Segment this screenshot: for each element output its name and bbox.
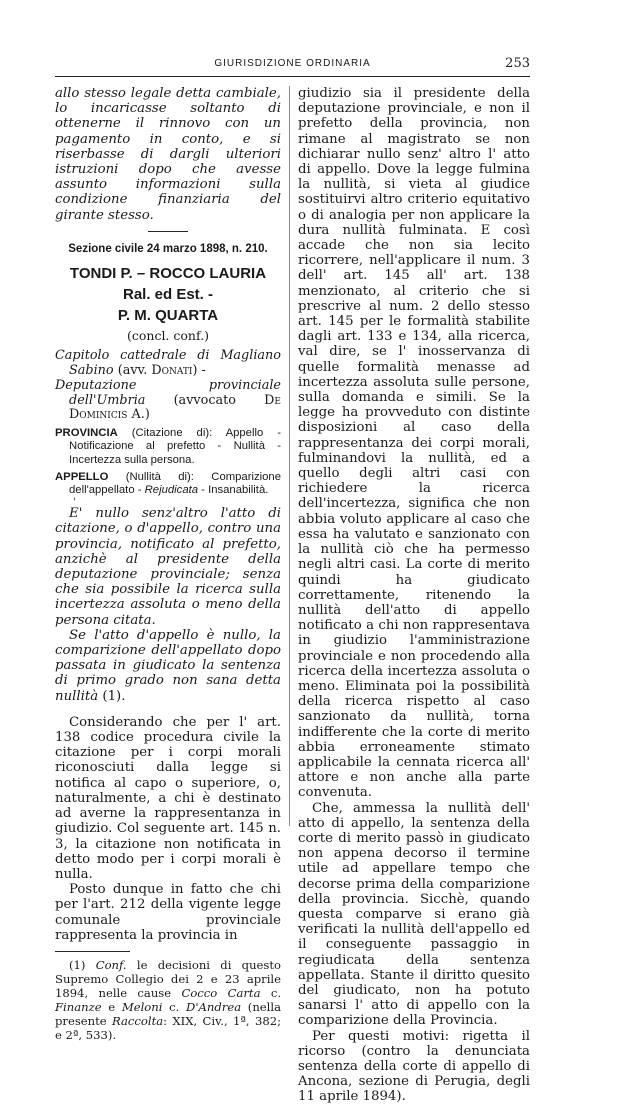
print-mark: '	[73, 497, 76, 509]
fn-case-1: Cocco Carta	[181, 985, 261, 1000]
party-2-text: (avvocato	[145, 392, 265, 408]
right-paragraph-1: giudizio sia il presidente della deputazione provinciale, e non il prefetto della provincia, non rimane al magistrato se non dichiarar nullo senz' altro l' atto di appello. Dove la legge fulmina la nullità, si vieta al giudice sostituirvi altro criterio equitativo o di analogia per non applicare la dura nullità fulminata. E così accade che non sia lecito ricorrere, nell'applicare il num. 3 dell' art. 145 all' art. 138 menzionato, al criterio che si prescrive al num. 2 dello stesso art. 145 per le formalità stabilite dagli art. 133 e 134, alla ricerca, val dire, se l' inosservanza di quelle formalità menasse ad incertezza assoluta sulle persone, sulla domanda e simili. Se la legge ha provveduto con distinte disposizioni al caso della rappresentanza dei corpi morali, fulminandovi la nullità, ed a quello degli altri casi con richiedere la ricerca dell'incertezza, significa che non abbia voluto applicare al caso che essa ha valutato e sanzionato con la nullità ciò che ha permesso negli altri casi. La corte di merito quindi ha giudicato correttamente, ritenendo la nullità dell'atto di appello notificato a chi non rappresentava in giudizio l'amministrazione provinciale e non procedendo alla ricerca della incertezza assoluta o meno. Eliminata poi la possibilità della ricerca rispetto al caso sanzionato da nullità, torna indifferente che la corte di merito abbia erroneamente stimato applicabile la cennata ricerca all' attore e non anche alla parte convenuta.	[298, 86, 530, 801]
holding-2	[55, 628, 281, 704]
bench-line-2: P. M. QUARTA	[117, 307, 219, 325]
running-head: GIURISDIZIONE ORDINARIA	[214, 58, 371, 69]
party-2-text-end: A.)	[127, 407, 150, 423]
party-1-text: (avv.	[113, 363, 152, 379]
party-1-text-end: ) -	[192, 363, 206, 379]
fn-text-5: (nella presente	[55, 999, 281, 1028]
party-2-lawyer: De Dominicis	[69, 392, 281, 423]
concl-note: (concl. conf.)	[126, 328, 209, 344]
fn-lead: (1)	[69, 957, 96, 972]
maxim-1	[55, 427, 281, 467]
fn-text-6: : XIX, Civ., 1ª, 382; e 2ª, 533).	[55, 1013, 281, 1042]
fn-case-3: Meloni	[121, 999, 163, 1014]
fn-case-2: Finanze	[55, 999, 102, 1014]
maxim-2	[55, 471, 281, 497]
maxim-1-body: (Citazione di): Appello - Notificazione al prefetto - Nullità - Incertezza sulla persona.	[69, 427, 281, 466]
bench-line-1: TONDI P. – ROCCO LAURIA Ral. ed Est. -	[69, 265, 267, 304]
party-1	[55, 349, 281, 379]
party-1-lawyer: Donati	[151, 363, 193, 379]
maxim-2-italic: Rejudicata	[144, 484, 199, 497]
header-rule	[55, 76, 530, 77]
right-paragraph-3: Per questi motivi: rigetta il ricorso (contro la denunciata sentenza della corte di appello di Ancona, sezione di Perugia, degli 11 aprile 1894).	[298, 1028, 530, 1105]
section-separator	[148, 231, 188, 232]
holding-2-note-ref: (1).	[98, 688, 126, 704]
maxim-1-head: PROVINCIA	[55, 427, 118, 440]
body-paragraph-2: Posto dunque in fatto che chi per l'art. 212 della vigente legge comunale provinciale rappresenta la provincia in	[55, 882, 281, 943]
fn-text-4: c.	[162, 999, 187, 1014]
column-divider	[289, 86, 290, 826]
right-paragraph-2: Che, ammessa la nullità dell' atto di appello, la sentenza della corte di merito passò in giudicato non appena decorso il termine utile ad appellare tempo che decorse prima della comparizione della provincia. Sicchè, quando questa comparve si erano già verificati la nullità dell'appello ed il conseguente passaggio in regiudicata della sentenza appellata. Stante il diritto quesito del giudicato, non ha potuto sanarsi l' atto di appello con la comparizione della Provincia.	[298, 800, 530, 1029]
case-header: Sezione civile 24 marzo 1898, n. 210.	[68, 242, 268, 255]
party-2-name: Deputazione provinciale dell'Umbria	[55, 377, 281, 408]
holding-2-text: Se l'atto d'appello è nullo, la comparizione dell'appellato dopo passata in giudicato la sentenza di primo grado non sana detta nullità	[55, 627, 281, 704]
fn-text-1: le decisioni di questo Supremo Collegio dei 2 e 23 aprile 1894, nelle cause	[55, 957, 282, 1000]
maxim-2-body-a: (Nullità di): Comparizione dell'appellato -	[69, 470, 281, 497]
page-number: 253	[505, 56, 530, 71]
maxim-2-head: APPELLO	[55, 470, 109, 483]
party-1-name: Capitolo cattedrale di Magliano Sabino	[55, 348, 281, 379]
holding-1: E' nullo senz'altro l'atto di citazione, o d'appello, contro una provincia, notificato al prefetto, anzichè al presidente della deputazione provinciale; senza che sia possibile la ricerca sulla incertezza assoluta o meno della persona citata.	[55, 506, 281, 628]
page-header	[55, 58, 530, 74]
right-column	[298, 86, 530, 1105]
fn-text-3: e	[101, 999, 122, 1014]
footnote-1	[55, 958, 281, 1042]
party-2	[55, 379, 281, 423]
fn-case-4: D'Andrea	[186, 999, 242, 1014]
footnote-rule	[55, 951, 130, 952]
fn-conf: Conf.	[95, 957, 127, 972]
maxim-2-body-b: - Insanabilità.	[198, 484, 269, 497]
fn-text-2: c.	[260, 985, 281, 1000]
left-column	[55, 86, 281, 1042]
fn-raccolta: Raccolta	[111, 1013, 164, 1028]
intro-paragraph: allo stesso legale detta cambiale, lo incaricasse soltanto di ottenerne il rinnovo con un pagamento in conto, e si riserbasse di dargli ulteriori istruzioni dopo che avesse assunto informazioni sulla condizione finanziaria del girante stesso.	[55, 86, 281, 223]
body-paragraph-1: Considerando che per l' art. 138 codice procedura civile la citazione per i corpi morali riconosciuti dalla legge si notifica al capo o superiore, o, naturalmente, a chi è destinato ad averne la rappresentanza in giudizio. Col seguente art. 145 n. 3, la citazione non notificata in detto modo per i corpi morali è nulla.	[55, 714, 281, 882]
